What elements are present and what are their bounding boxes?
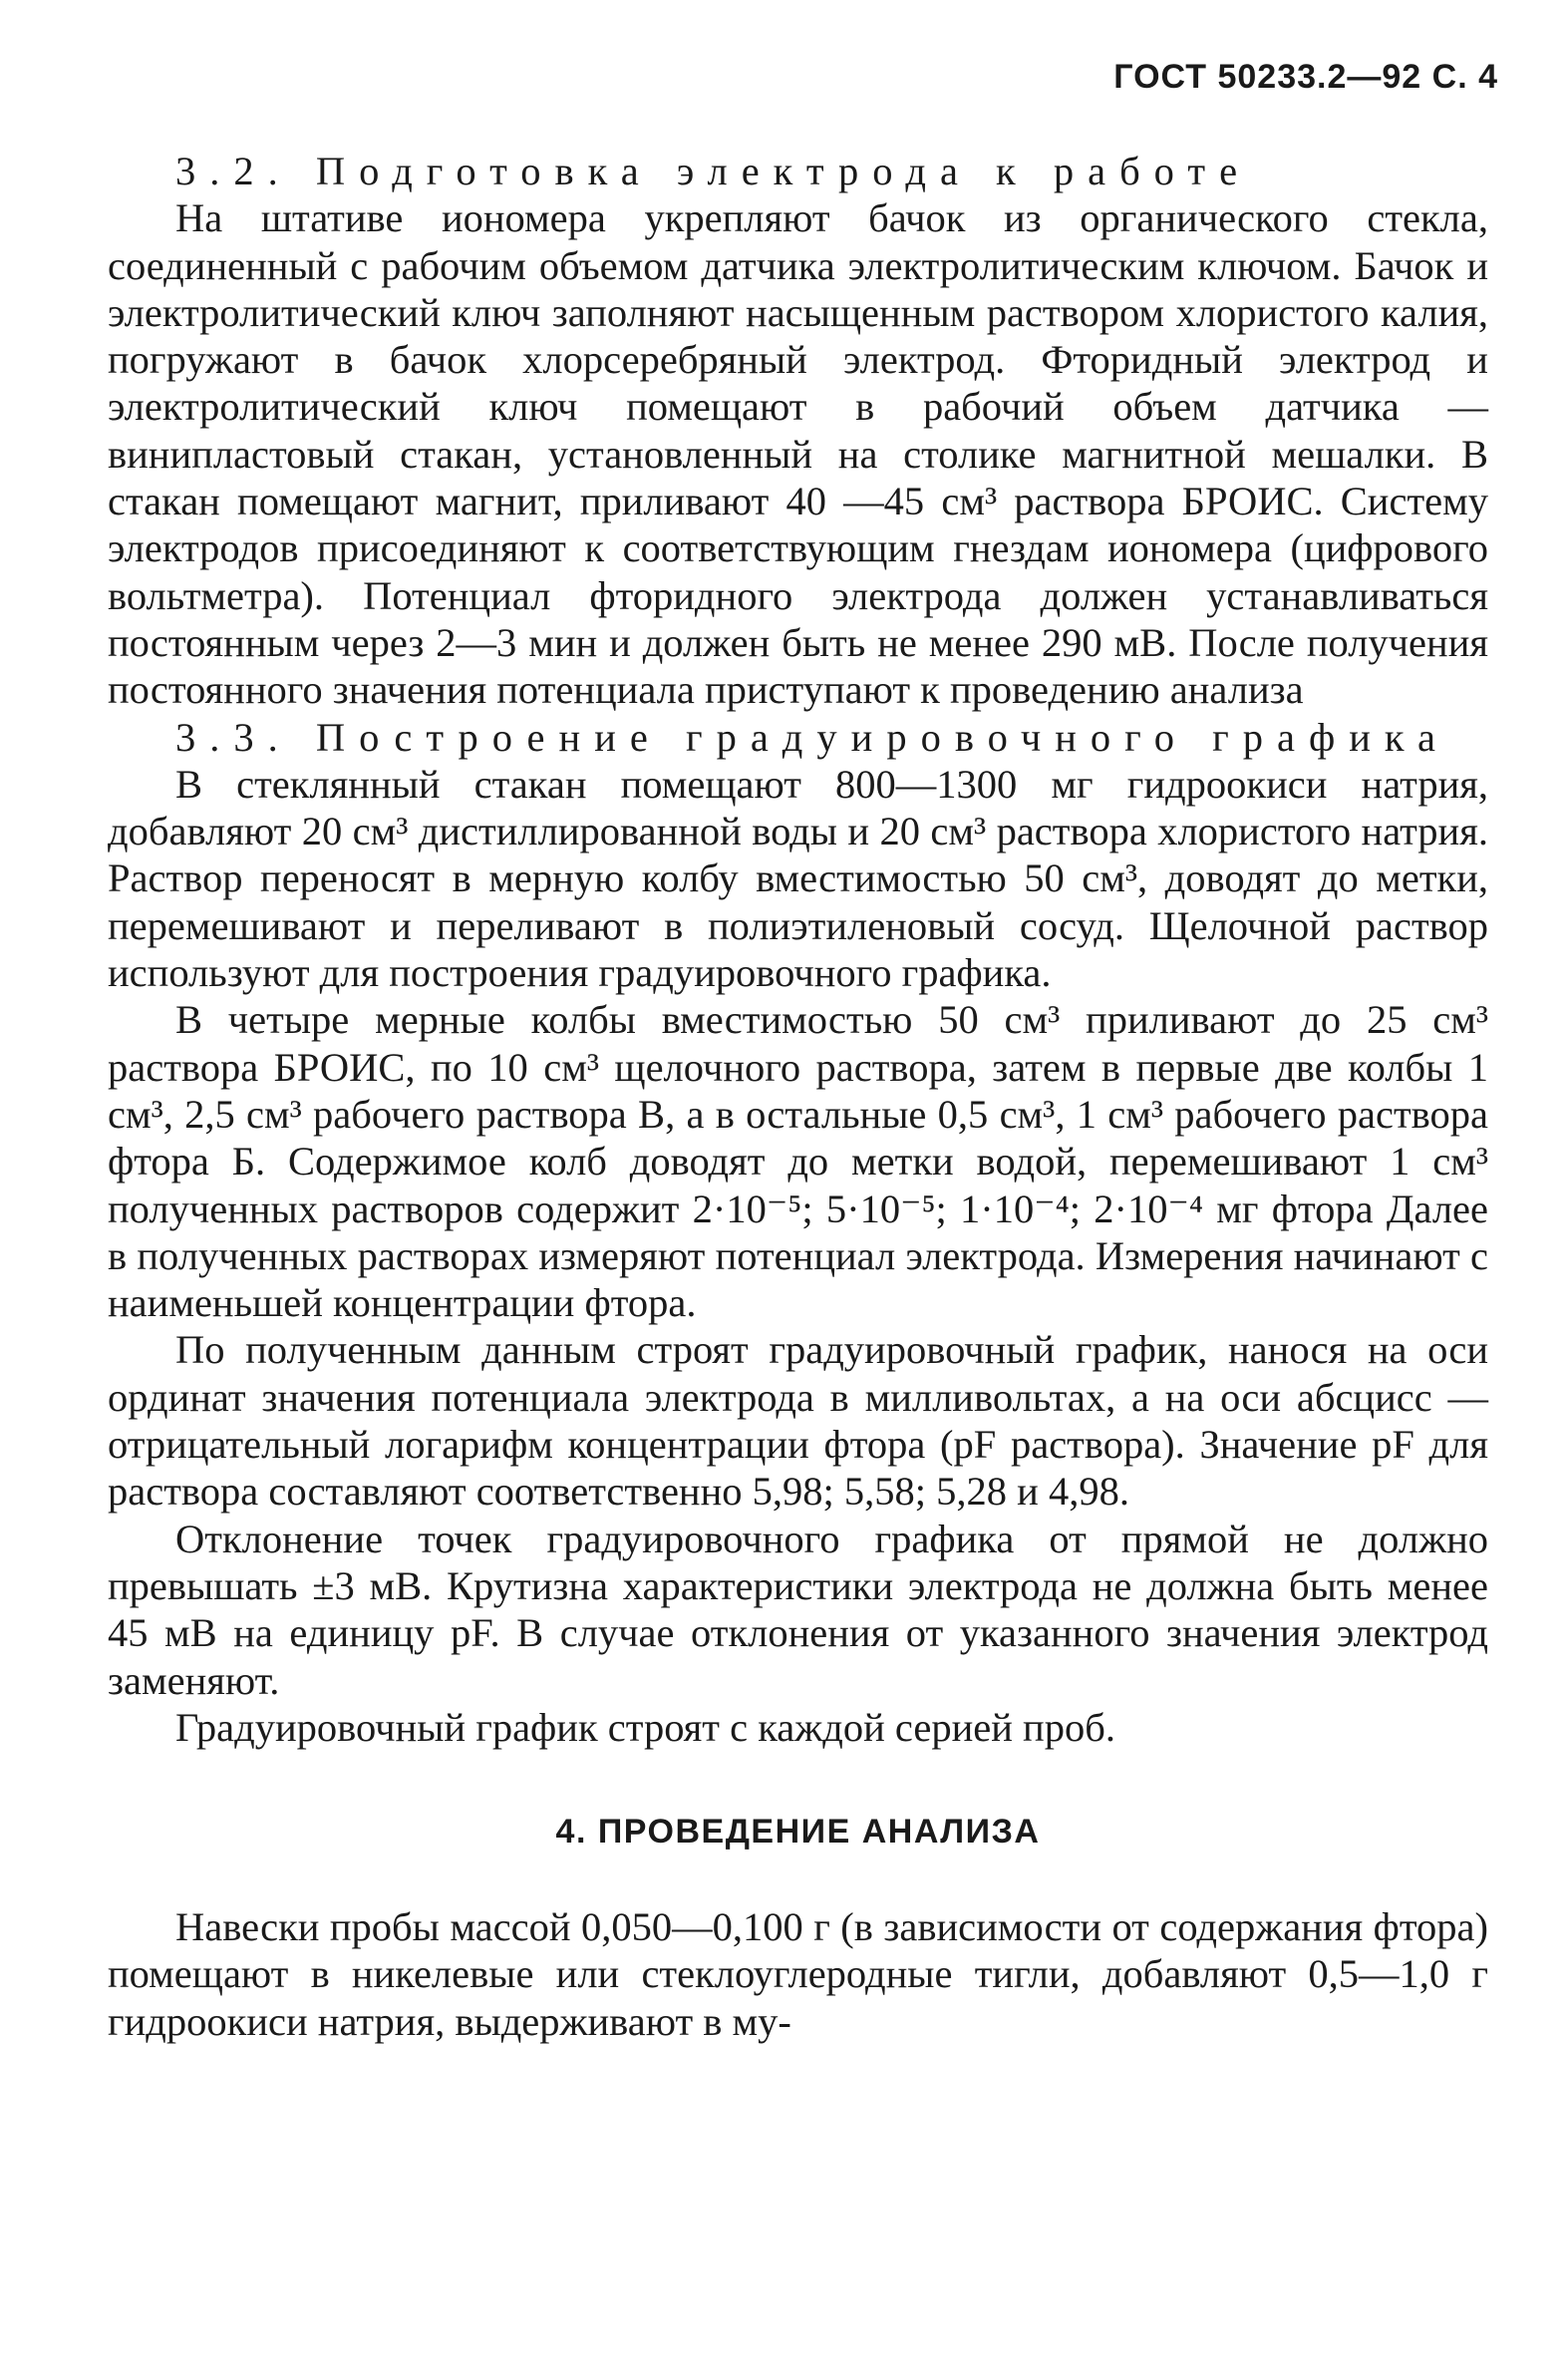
subsection-3-3-paragraph-1: В стеклянный стакан помещают 800—1300 мг гидроокиси натрия, добавляют 20 см³ дистиллированной воды и 20 см³ раствора хлористого натрия. Раствор переносят в мерную колбу вместимостью 50 см³, доводят до метки, перемешивают и переливают в полиэтиленовый сосуд. Щелочной раствор используют для построения градуировочного графика.: [108, 761, 1488, 996]
subsection-3-2-body: На штативе иономера укрепляют бачок из органического стекла, соединенный с рабочим объемом датчика электролитическим ключом. Бачок и электролитический ключ заполняют насыщенным раствором хлористого калия, погружают в бачок хлорсеребряный электрод. Фторидный электрод и электролитический ключ помещают в рабочий объем датчика — винипластовый стакан, установленный на столике магнитной мешалки. В стакан помещают магнит, приливают 40 —45 см³ раствора БРОИС. Систему электродов присоединяют к соответствующим гнездам иономера (цифрового вольтметра). Потенциал фторидного электрода должен устанавливаться постоянным через 2—3 мин и должен быть не менее 290 мВ. После получения постоянного значения потенциала приступают к проведению анализа: [108, 195, 1488, 713]
subsection-3-3-paragraph-4: Отклонение точек градуировочного графика от прямой не должно превышать ±3 мВ. Крутизна характеристики электрода не должна быть менее 45 мВ на единицу pF. В случае отклонения от указанного значения электрод заменяют.: [108, 1516, 1488, 1703]
subsection-3-2-title: 3.2. Подготовка электрода к работе: [175, 149, 1252, 193]
section-4-title: 4. ПРОВЕДЕНИЕ АНАЛИЗА: [555, 1813, 1041, 1852]
page-header: ГОСТ 50233.2—92 С. 4: [1113, 58, 1498, 96]
section-4-body: Навески пробы массой 0,050—0,100 г (в зависимости от содержания фтора) помещают в никелевые или стеклоуглеродные тигли, добавляют 0,5—1,0 г гидроокиси натрия, выдерживают в му-: [108, 1904, 1488, 2044]
page-content: [108, 148, 1488, 2045]
subsection-3-3-paragraph-5: Градуировочный график строят с каждой серией проб.: [175, 1704, 1115, 1750]
subsection-3-3-paragraph-3: По полученным данным строят градуировочный график, нанося на оси ординат значения потенциала электрода в милливольтах, а на оси абсцисс — отрицательный логарифм концентрации фтора (pF раствора). Значение pF для раствора составляют соответственно 5,98; 5,58; 5,28 и 4,98.: [108, 1327, 1488, 1515]
subsection-3-3-title: 3.3. Построение градуировочного графика: [175, 714, 1449, 760]
subsection-3-3-paragraph-2: В четыре мерные колбы вместимостью 50 см³ приливают до 25 см³ раствора БРОИС, по 10 см³ щелочного раствора, затем в первые две колбы 1 см³, 2,5 см³ рабочего раствора В, а в остальные 0,5 см³, 1 см³ рабочего раствора фтора Б. Содержимое колб доводят до метки водой, перемешивают 1 см³ полученных растворов содержит 2·10⁻⁵; 5·10⁻⁵; 1·10⁻⁴; 2·10⁻⁴ мг фтора Далее в полученных растворах измеряют потенциал электрода. Измерения начинают с наименьшей концентрации фтора.: [108, 997, 1488, 1326]
